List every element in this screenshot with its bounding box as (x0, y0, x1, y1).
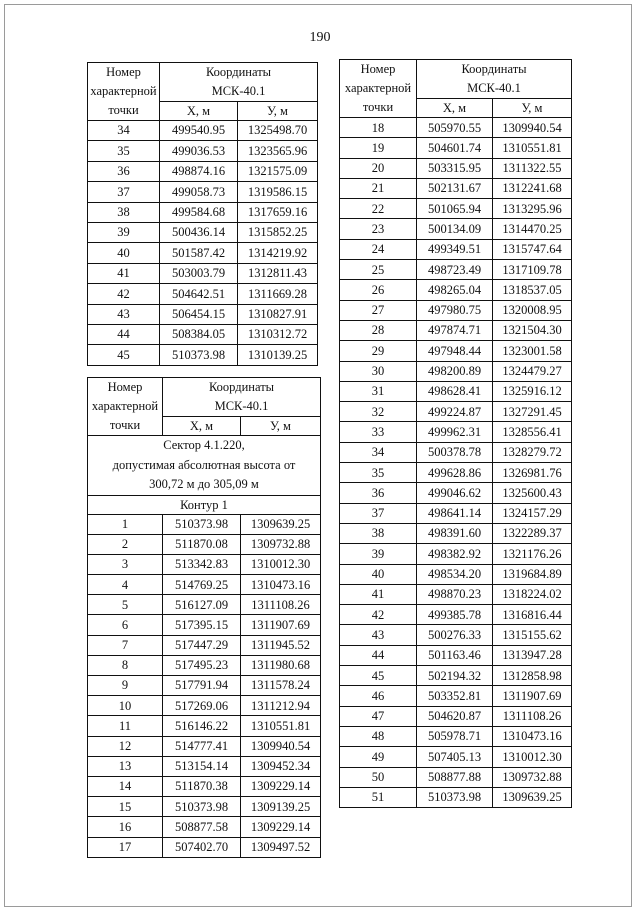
y-coordinate-cell: 1325498.70 (238, 121, 318, 141)
x-coordinate-cell: 517395.15 (163, 615, 241, 635)
table-row (88, 304, 318, 324)
point-number-cell: 38 (340, 523, 417, 543)
table-row (340, 402, 572, 422)
x-coordinate-cell: 499584.68 (160, 202, 238, 222)
table-row (340, 605, 572, 625)
y-coordinate-cell: 1309639.25 (493, 787, 572, 807)
table-row (88, 716, 321, 736)
point-number-cell: 41 (340, 584, 417, 604)
x-coordinate-cell: 499349.51 (417, 239, 493, 259)
y-coordinate-cell: 1309497.52 (241, 837, 321, 857)
x-coordinate-cell: 502194.32 (417, 666, 493, 686)
y-coordinate-cell: 1309229.14 (241, 817, 321, 837)
x-coordinate-cell: 499540.95 (160, 121, 238, 141)
y-coordinate-cell: 1315155.62 (493, 625, 572, 645)
coordinates-header: Координаты МСК-40.1 (163, 378, 321, 417)
point-number-header: Номер характерной точки (88, 63, 160, 121)
point-number-cell: 6 (88, 615, 163, 635)
table-row (88, 121, 318, 141)
x-coordinate-cell: 498200.89 (417, 361, 493, 381)
point-number-cell: 44 (88, 324, 160, 344)
table-row (88, 797, 321, 817)
point-number-cell: 41 (88, 263, 160, 283)
point-number-cell: 8 (88, 655, 163, 675)
x-coordinate-cell: 498391.60 (417, 523, 493, 543)
y-coordinate-cell: 1309940.54 (493, 118, 572, 138)
point-number-cell: 3 (88, 554, 163, 574)
x-coordinate-cell: 499224.87 (417, 402, 493, 422)
x-coordinate-cell: 499962.31 (417, 422, 493, 442)
x-coordinate-cell: 497980.75 (417, 300, 493, 320)
table-row (88, 284, 318, 304)
point-number-cell: 29 (340, 341, 417, 361)
x-coordinate-cell: 508877.88 (417, 767, 493, 787)
point-number-cell: 28 (340, 320, 417, 340)
x-coordinate-cell: 503315.95 (417, 158, 493, 178)
table-row (88, 324, 318, 344)
point-number-cell: 27 (340, 300, 417, 320)
x-coordinate-cell: 500276.33 (417, 625, 493, 645)
table-row (340, 747, 572, 767)
x-coordinate-cell: 507405.13 (417, 747, 493, 767)
table-row (340, 726, 572, 746)
point-number-cell: 2 (88, 534, 163, 554)
point-number-cell: 14 (88, 776, 163, 796)
contour-label: Контур 1 (88, 495, 321, 514)
y-coordinate-cell: 1312811.43 (238, 263, 318, 283)
x-coordinate-cell: 498534.20 (417, 564, 493, 584)
y-coordinate-cell: 1320008.95 (493, 300, 572, 320)
point-number-cell: 46 (340, 686, 417, 706)
x-coordinate-cell: 500134.09 (417, 219, 493, 239)
y-coordinate-cell: 1310473.16 (493, 726, 572, 746)
y-coordinate-cell: 1321504.30 (493, 320, 572, 340)
table-row (340, 280, 572, 300)
x-coordinate-cell: 504642.51 (160, 284, 238, 304)
x-coordinate-cell: 514777.41 (163, 736, 241, 756)
y-coordinate-cell: 1324479.27 (493, 361, 572, 381)
table-row (340, 706, 572, 726)
coordinates-table-right (339, 59, 572, 808)
table-row (340, 118, 572, 138)
x-coordinate-cell: 506454.15 (160, 304, 238, 324)
table-row (88, 575, 321, 595)
x-coordinate-cell: 499036.53 (160, 141, 238, 161)
x-coordinate-cell: 504601.74 (417, 138, 493, 158)
point-number-cell: 35 (340, 463, 417, 483)
table-row (88, 696, 321, 716)
y-coordinate-cell: 1322289.37 (493, 523, 572, 543)
point-number-cell: 51 (340, 787, 417, 807)
point-number-header: Номер характерной точки (88, 378, 163, 436)
table-row (88, 595, 321, 615)
x-coordinate-cell: 504620.87 (417, 706, 493, 726)
point-number-cell: 44 (340, 645, 417, 665)
table-row (88, 202, 318, 222)
x-coordinate-cell: 502131.67 (417, 178, 493, 198)
point-number-cell: 35 (88, 141, 160, 161)
point-number-cell: 31 (340, 381, 417, 401)
x-coordinate-cell: 499628.86 (417, 463, 493, 483)
y-coordinate-cell: 1310827.91 (238, 304, 318, 324)
y-coordinate-cell: 1311108.26 (241, 595, 321, 615)
x-coordinate-cell: 498870.23 (417, 584, 493, 604)
y-coordinate-cell: 1316816.44 (493, 605, 572, 625)
x-coordinate-cell: 503352.81 (417, 686, 493, 706)
point-number-cell: 4 (88, 575, 163, 595)
y-coordinate-cell: 1309229.14 (241, 776, 321, 796)
x-coordinate-cell: 503003.79 (160, 263, 238, 283)
x-coordinate-cell: 510373.98 (417, 787, 493, 807)
y-coordinate-cell: 1317109.78 (493, 260, 572, 280)
y-coordinate-cell: 1321575.09 (238, 161, 318, 181)
y-coordinate-cell: 1309940.54 (241, 736, 321, 756)
point-number-cell: 43 (340, 625, 417, 645)
y-coordinate-cell: 1325600.43 (493, 483, 572, 503)
y-coordinate-cell: 1319586.15 (238, 182, 318, 202)
table-row (340, 381, 572, 401)
x-coordinate-cell: 497874.71 (417, 320, 493, 340)
x-coordinate-cell: 507402.70 (163, 837, 241, 857)
point-number-cell: 25 (340, 260, 417, 280)
point-number-cell: 42 (340, 605, 417, 625)
table-row (88, 837, 321, 857)
table-row (340, 503, 572, 523)
table-row (340, 645, 572, 665)
coordinates-header: Координаты МСК-40.1 (417, 60, 572, 99)
x-coordinate-cell: 510373.98 (160, 345, 238, 365)
point-number-cell: 49 (340, 747, 417, 767)
y-coordinate-cell: 1309732.88 (241, 534, 321, 554)
x-coordinate-cell: 516146.22 (163, 716, 241, 736)
x-coordinate-cell: 508877.58 (163, 817, 241, 837)
y-coordinate-cell: 1309732.88 (493, 767, 572, 787)
point-number-cell: 39 (340, 544, 417, 564)
y-coordinate-cell: 1310312.72 (238, 324, 318, 344)
x-coordinate-cell: 508384.05 (160, 324, 238, 344)
y-coordinate-cell: 1311980.68 (241, 655, 321, 675)
coordinates-table-sector (87, 377, 321, 858)
y-coordinate-cell: 1309139.25 (241, 797, 321, 817)
table-row (88, 182, 318, 202)
table-row (340, 178, 572, 198)
point-number-cell: 36 (88, 161, 160, 181)
point-number-cell: 33 (340, 422, 417, 442)
y-coordinate-cell: 1328279.72 (493, 442, 572, 462)
point-number-cell: 26 (340, 280, 417, 300)
table-row (88, 635, 321, 655)
table-row (340, 239, 572, 259)
coordinates-header: Координаты МСК-40.1 (160, 63, 318, 102)
table-row (340, 463, 572, 483)
table-row (340, 199, 572, 219)
table-row (88, 655, 321, 675)
point-number-cell: 37 (88, 182, 160, 202)
table-row (88, 263, 318, 283)
table-row (340, 138, 572, 158)
y-coordinate-cell: 1311945.52 (241, 635, 321, 655)
x-coordinate-cell: 499046.62 (417, 483, 493, 503)
y-coordinate-cell: 1318224.02 (493, 584, 572, 604)
point-number-cell: 9 (88, 676, 163, 696)
table-row (88, 534, 321, 554)
y-coordinate-cell: 1312858.98 (493, 666, 572, 686)
x-coordinate-cell: 505978.71 (417, 726, 493, 746)
x-coordinate-cell: 498265.04 (417, 280, 493, 300)
x-coordinate-cell: 498641.14 (417, 503, 493, 523)
point-number-cell: 1 (88, 514, 163, 534)
y-coordinate-cell: 1310551.81 (241, 716, 321, 736)
y-coordinate-cell: 1318537.05 (493, 280, 572, 300)
table-row (88, 676, 321, 696)
point-number-cell: 40 (340, 564, 417, 584)
x-coordinate-cell: 516127.09 (163, 595, 241, 615)
x-header: X, м (417, 99, 493, 118)
table-row (88, 736, 321, 756)
point-number-cell: 32 (340, 402, 417, 422)
y-coordinate-cell: 1310139.25 (238, 345, 318, 365)
y-coordinate-cell: 1319684.89 (493, 564, 572, 584)
x-coordinate-cell: 499385.78 (417, 605, 493, 625)
y-coordinate-cell: 1310012.30 (241, 554, 321, 574)
y-coordinate-cell: 1314470.25 (493, 219, 572, 239)
x-coordinate-cell: 511870.08 (163, 534, 241, 554)
point-number-cell: 17 (88, 837, 163, 857)
point-number-cell: 48 (340, 726, 417, 746)
y-coordinate-cell: 1328556.41 (493, 422, 572, 442)
x-coordinate-cell: 501587.42 (160, 243, 238, 263)
x-coordinate-cell: 501065.94 (417, 199, 493, 219)
coordinates-table-top-left (87, 62, 318, 366)
table-row (88, 776, 321, 796)
point-number-cell: 47 (340, 706, 417, 726)
x-coordinate-cell: 513154.14 (163, 756, 241, 776)
y-coordinate-cell: 1311907.69 (493, 686, 572, 706)
y-header: У, м (238, 102, 318, 121)
y-coordinate-cell: 1324157.29 (493, 503, 572, 523)
y-coordinate-cell: 1315747.64 (493, 239, 572, 259)
point-number-cell: 21 (340, 178, 417, 198)
point-number-cell: 34 (88, 121, 160, 141)
table-row (340, 320, 572, 340)
y-coordinate-cell: 1323001.58 (493, 341, 572, 361)
point-number-cell: 43 (88, 304, 160, 324)
point-number-cell: 12 (88, 736, 163, 756)
x-coordinate-cell: 497948.44 (417, 341, 493, 361)
table-row (88, 514, 321, 534)
point-number-cell: 5 (88, 595, 163, 615)
table-row (340, 666, 572, 686)
x-coordinate-cell: 513342.83 (163, 554, 241, 574)
point-number-cell: 45 (88, 345, 160, 365)
point-number-cell: 50 (340, 767, 417, 787)
table-row (88, 817, 321, 837)
y-coordinate-cell: 1311669.28 (238, 284, 318, 304)
y-coordinate-cell: 1311322.55 (493, 158, 572, 178)
table-row (340, 625, 572, 645)
point-number-cell: 23 (340, 219, 417, 239)
point-number-cell: 13 (88, 756, 163, 776)
y-coordinate-cell: 1327291.45 (493, 402, 572, 422)
table-row (340, 158, 572, 178)
point-number-cell: 39 (88, 222, 160, 242)
point-number-cell: 34 (340, 442, 417, 462)
point-number-cell: 36 (340, 483, 417, 503)
x-coordinate-cell: 501163.46 (417, 645, 493, 665)
x-coordinate-cell: 500436.14 (160, 222, 238, 242)
x-coordinate-cell: 517447.29 (163, 635, 241, 655)
y-coordinate-cell: 1310473.16 (241, 575, 321, 595)
table-row (340, 584, 572, 604)
point-number-cell: 10 (88, 696, 163, 716)
table-row (88, 554, 321, 574)
table-row (340, 787, 572, 807)
x-coordinate-cell: 498874.16 (160, 161, 238, 181)
y-coordinate-cell: 1310012.30 (493, 747, 572, 767)
point-number-cell: 7 (88, 635, 163, 655)
x-coordinate-cell: 511870.38 (163, 776, 241, 796)
point-number-cell: 22 (340, 199, 417, 219)
table-row (340, 361, 572, 381)
y-coordinate-cell: 1309452.34 (241, 756, 321, 776)
point-number-cell: 11 (88, 716, 163, 736)
x-coordinate-cell: 498382.92 (417, 544, 493, 564)
x-coordinate-cell: 500378.78 (417, 442, 493, 462)
sector-description: Сектор 4.1.220, допустимая абсолютная высота от 300,72 м до 305,09 м (88, 436, 321, 496)
point-number-cell: 16 (88, 817, 163, 837)
table-row (88, 615, 321, 635)
point-number-cell: 40 (88, 243, 160, 263)
x-coordinate-cell: 514769.25 (163, 575, 241, 595)
x-coordinate-cell: 510373.98 (163, 797, 241, 817)
point-number-cell: 37 (340, 503, 417, 523)
y-coordinate-cell: 1314219.92 (238, 243, 318, 263)
y-header: У, м (241, 417, 321, 436)
y-coordinate-cell: 1310551.81 (493, 138, 572, 158)
point-number-header: Номер характерной точки (340, 60, 417, 118)
point-number-cell: 20 (340, 158, 417, 178)
table-row (340, 260, 572, 280)
x-coordinate-cell: 517269.06 (163, 696, 241, 716)
x-header: X, м (160, 102, 238, 121)
point-number-cell: 15 (88, 797, 163, 817)
table-row (88, 141, 318, 161)
y-coordinate-cell: 1323565.96 (238, 141, 318, 161)
point-number-cell: 18 (340, 118, 417, 138)
x-coordinate-cell: 517791.94 (163, 676, 241, 696)
table-row (340, 767, 572, 787)
point-number-cell: 45 (340, 666, 417, 686)
table-row (340, 442, 572, 462)
y-coordinate-cell: 1315852.25 (238, 222, 318, 242)
x-coordinate-cell: 510373.98 (163, 514, 241, 534)
y-coordinate-cell: 1317659.16 (238, 202, 318, 222)
x-coordinate-cell: 505970.55 (417, 118, 493, 138)
y-coordinate-cell: 1321176.26 (493, 544, 572, 564)
y-coordinate-cell: 1311907.69 (241, 615, 321, 635)
table-row (340, 544, 572, 564)
table-row (340, 341, 572, 361)
point-number-cell: 42 (88, 284, 160, 304)
y-coordinate-cell: 1309639.25 (241, 514, 321, 534)
y-coordinate-cell: 1325916.12 (493, 381, 572, 401)
table-row (340, 422, 572, 442)
y-coordinate-cell: 1311108.26 (493, 706, 572, 726)
point-number-cell: 30 (340, 361, 417, 381)
x-coordinate-cell: 498628.41 (417, 381, 493, 401)
table-row (340, 523, 572, 543)
y-coordinate-cell: 1311212.94 (241, 696, 321, 716)
table-row (340, 564, 572, 584)
y-coordinate-cell: 1312241.68 (493, 178, 572, 198)
table-row (88, 756, 321, 776)
x-coordinate-cell: 517495.23 (163, 655, 241, 675)
table-row (88, 243, 318, 263)
y-coordinate-cell: 1313947.28 (493, 645, 572, 665)
y-coordinate-cell: 1326981.76 (493, 463, 572, 483)
point-number-cell: 24 (340, 239, 417, 259)
point-number-cell: 19 (340, 138, 417, 158)
page-number: 190 (309, 30, 331, 45)
x-coordinate-cell: 498723.49 (417, 260, 493, 280)
point-number-cell: 38 (88, 202, 160, 222)
y-header: У, м (493, 99, 572, 118)
table-row (88, 345, 318, 365)
table-row (340, 219, 572, 239)
table-row (340, 686, 572, 706)
y-coordinate-cell: 1311578.24 (241, 676, 321, 696)
table-row (340, 300, 572, 320)
table-row (88, 161, 318, 181)
x-coordinate-cell: 499058.73 (160, 182, 238, 202)
table-row (88, 222, 318, 242)
x-header: X, м (163, 417, 241, 436)
y-coordinate-cell: 1313295.96 (493, 199, 572, 219)
table-row (340, 483, 572, 503)
